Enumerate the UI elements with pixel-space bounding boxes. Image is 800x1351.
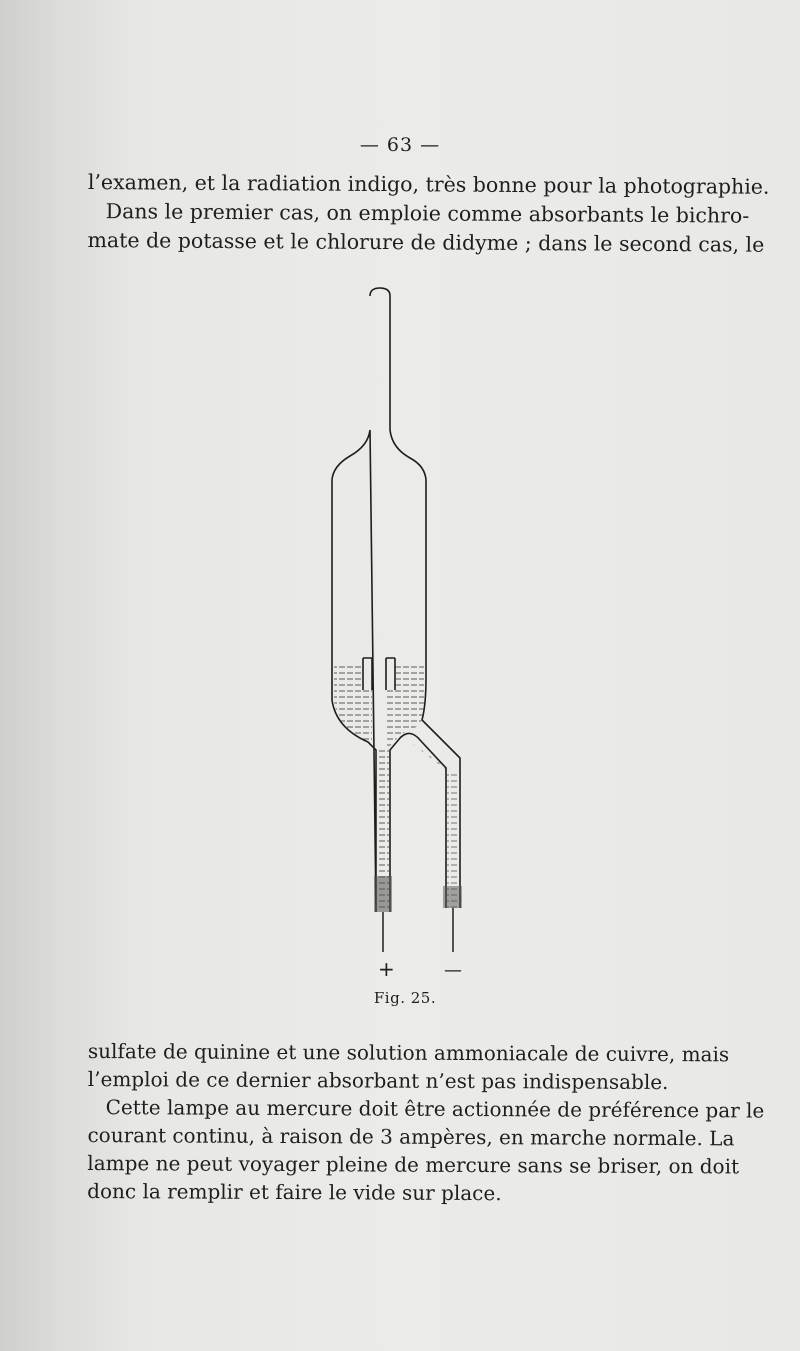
- text-line: lampe ne peut voyager pleine de mercure sans se briser, on doit: [87, 1150, 740, 1179]
- text-line: l’emploi de ce dernier absorbant n’est pas indispensable.: [87, 1066, 669, 1095]
- mercury-lamp-figure: [250, 280, 550, 1000]
- top-paragraph: [87, 168, 770, 259]
- text-line: sulfate de quinine et une solution ammoniacale de cuivre, mais: [87, 1039, 730, 1067]
- page-number: — 63 —: [359, 134, 441, 156]
- mercury-fill: [334, 666, 462, 912]
- electrode-wires: [383, 908, 453, 952]
- text-line: Cette lampe au mercure doit être actionnée de préférence par le: [105, 1095, 765, 1123]
- figure-caption: Fig. 25.: [373, 989, 437, 1007]
- text-line: donc la remplir et faire le vide sur place.: [87, 1178, 502, 1206]
- bottom-paragraph: [87, 1037, 765, 1208]
- text-line: l’examen, et la radiation indigo, très bonne pour la photographie.: [87, 169, 770, 199]
- text-line: courant continu, à raison de 3 ampères, en marche normale. La: [87, 1122, 735, 1151]
- text-line: Dans le premier cas, on emploie comme absorbants le bichro-: [105, 199, 750, 228]
- lamp-outline: [332, 288, 460, 912]
- plus-label: +: [378, 957, 395, 981]
- minus-label: —: [444, 960, 462, 981]
- text-line: mate de potasse et le chlorure de didyme ; dans le second cas, le: [87, 227, 765, 257]
